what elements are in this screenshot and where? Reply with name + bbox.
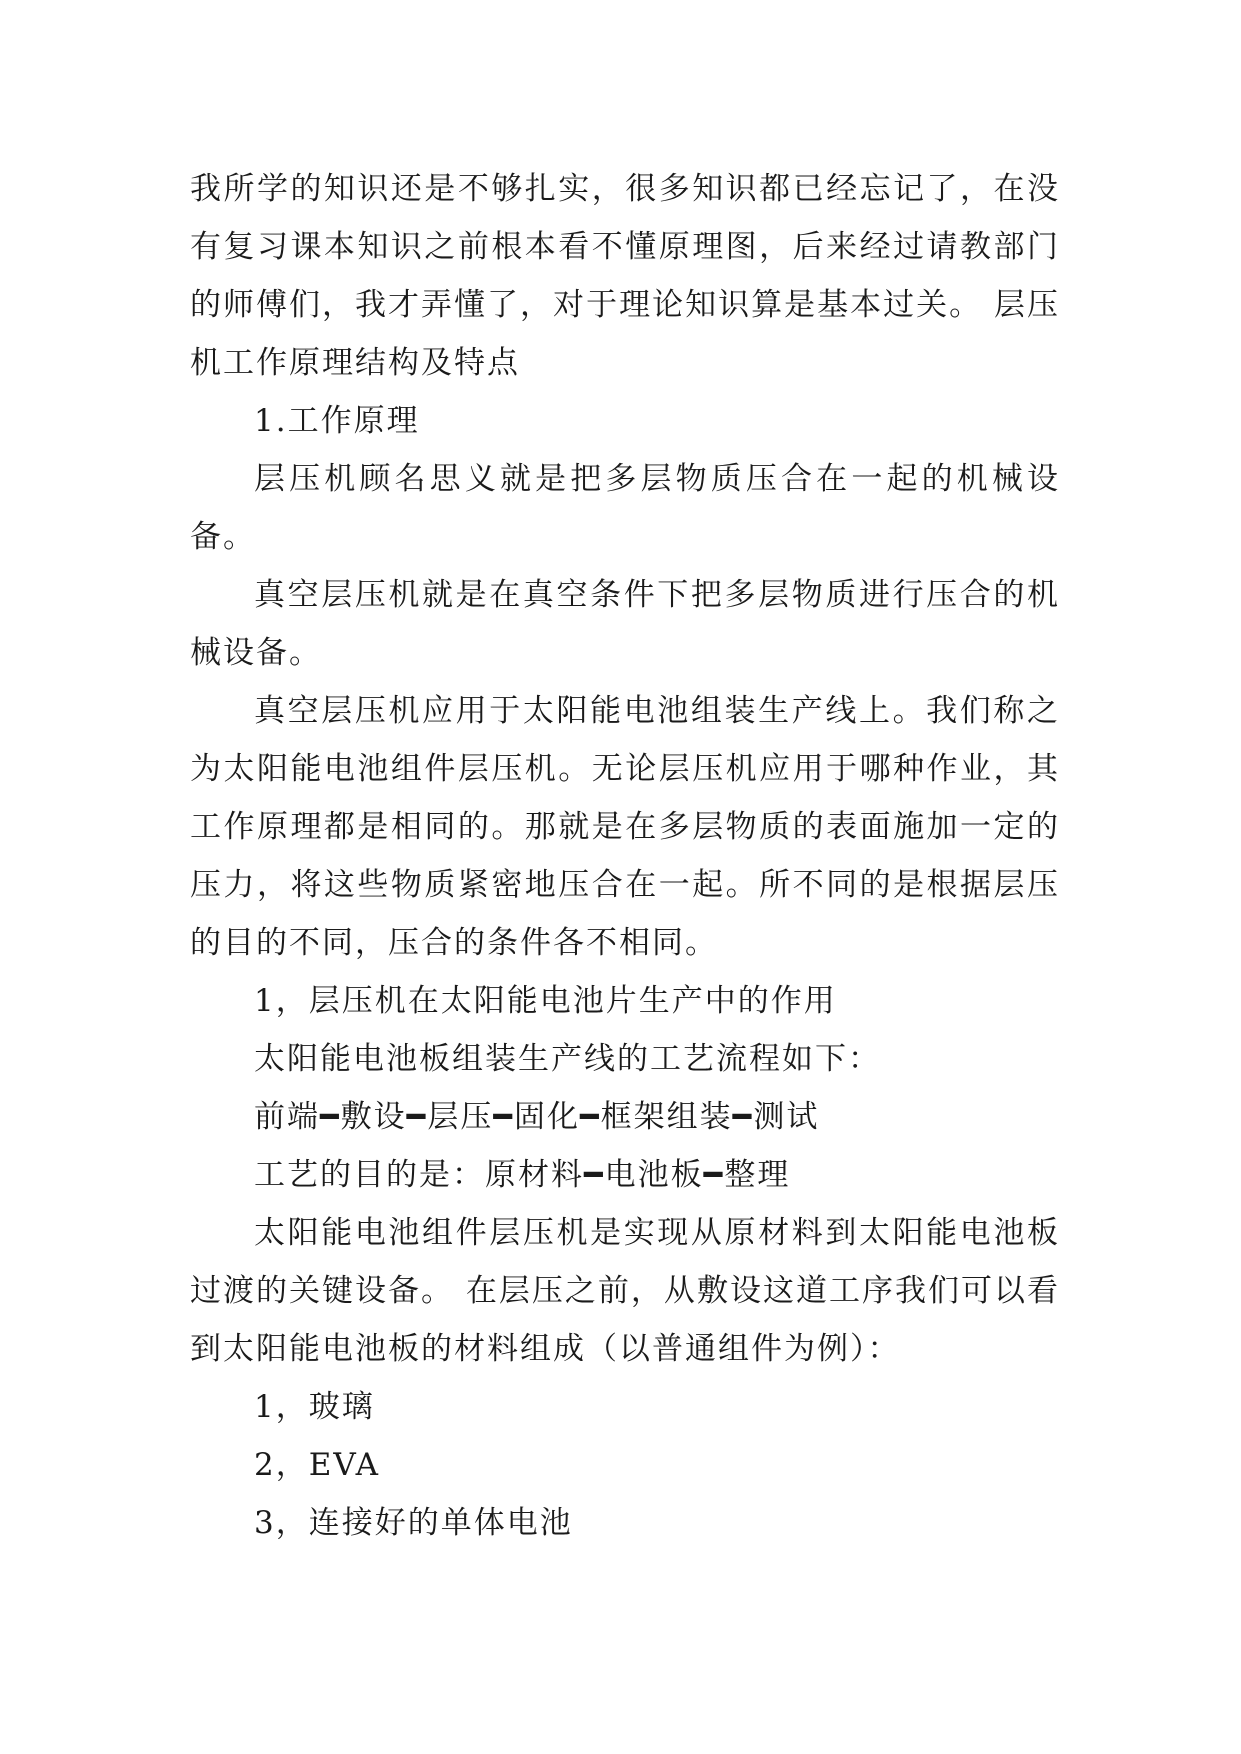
paragraph-process-intro: 太阳能电池板组装生产线的工艺流程如下：	[254, 1041, 881, 1077]
heading-role-in-production: 1，层压机在太阳能电池片生产中的作用	[254, 983, 837, 1019]
paragraph-solar-application: 真空层压机应用于太阳能电池组装生产线上。我们称之为太阳能电池组件层压机。无论层压机应用于哪种作业，其工作原理都是相同的。那就是在多层物质的表面施加一定的压力，将这些物质紧密地压合在一起。所不同的是根据层压的目的不同，压合的条件各不相同。	[190, 693, 1060, 961]
document-body	[190, 160, 1060, 1552]
paragraph-intro: 我所学的知识还是不够扎实，很多知识都已经忘记了，在没有复习课本知识之前根本看不懂原理图，后来经过请教部门的师傅们，我才弄懂了，对于理论知识算是基本过关。 层压机工作原理结构及特点	[190, 171, 1060, 381]
paragraph-key-equipment: 太阳能电池组件层压机是实现从原材料到太阳能电池板过渡的关键设备。 在层压之前，从敷设这道工序我们可以看到太阳能电池板的材料组成（以普通组件为例）：	[190, 1215, 1060, 1367]
paragraph-vacuum-laminator: 真空层压机就是在真空条件下把多层物质进行压合的机械设备。	[190, 577, 1060, 671]
paragraph-process-purpose: 工艺的目的是：原材料━电池板━整理	[254, 1157, 791, 1193]
paragraph-process-flow: 前端━敷设━层压━固化━框架组装━测试	[254, 1099, 820, 1135]
list-item-glass: 1，玻璃	[254, 1389, 375, 1425]
paragraph-laminator-definition: 层压机顾名思义就是把多层物质压合在一起的机械设备。	[190, 461, 1060, 555]
heading-working-principle: 1.工作原理	[254, 403, 420, 439]
list-item-cells: 3，连接好的单体电池	[254, 1505, 573, 1541]
list-item-eva: 2，EVA	[254, 1447, 381, 1483]
